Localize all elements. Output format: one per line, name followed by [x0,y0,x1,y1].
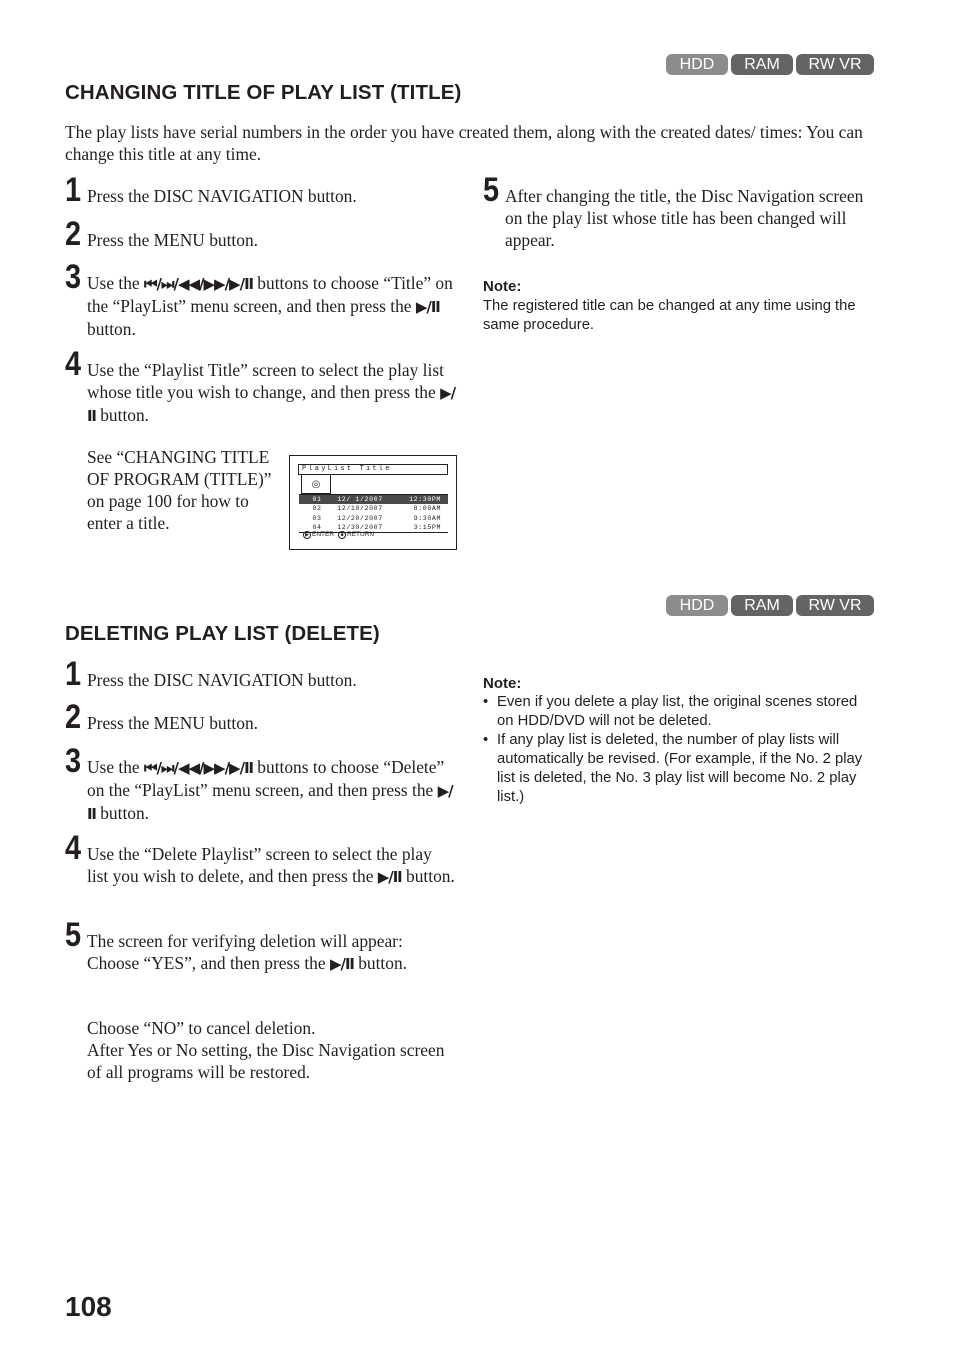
play-pause-icon: ▶/Ⅱ [87,782,453,823]
note-list [483,693,875,807]
screen-footer [303,531,374,539]
play-pause-icon: ▶/Ⅱ [415,298,440,316]
step-number: 2 [65,698,82,736]
step-text: Press the DISC NAVIGATION button. [87,186,357,206]
step-number: 2 [65,215,82,253]
badge-rw-vr: RW VR [796,54,874,75]
step-text-part: button. [401,866,455,886]
badge-ram: RAM [731,595,793,616]
play-pause-icon: ▶/Ⅱ [377,868,402,886]
step-1 [65,171,457,209]
stop-icon: ■ [338,531,346,539]
playlist-title-screen [289,455,457,550]
enter-hint [303,531,334,539]
transport-buttons-icon: ⏮/⏭/◀◀/▶▶/▶/Ⅱ [144,275,253,293]
playlist-row [299,504,448,513]
playlist-rows [299,494,448,533]
step-1 [65,655,457,693]
transport-buttons-icon: ⏮/⏭/◀◀/▶▶/▶/Ⅱ [144,759,253,777]
row-number: 02 [312,505,322,513]
step-number: 3 [65,742,82,780]
note-item: • If any play list is deleted, the number of play lists will automatically be revised. (For example, if the No. 2 play list is deleted, the No. 3 play list will become No. 2 play list.) [483,731,875,807]
row-date: 12/10/2007 [337,505,383,513]
playlist-row [299,495,448,504]
play-pause-icon: ▶/Ⅱ [329,955,354,973]
step-number: 4 [65,345,82,383]
screen-title: PlayList Title [298,464,448,475]
row-time: 3:15PM [413,523,441,531]
step-text: Press the DISC NAVIGATION button. [87,670,357,690]
row-number: 03 [312,514,322,522]
step-5 [483,171,878,251]
step-number: 1 [65,171,82,209]
step-3 [65,258,457,340]
restore-note: After Yes or No setting, the Disc Navigation screen of all programs will be restored. [87,1040,445,1082]
step-text-part: button. [95,803,150,823]
step-text [87,756,457,825]
step-text-part: button. [353,953,407,973]
badge-rw-vr: RW VR [796,595,874,616]
step-4 [65,345,457,427]
step-5 [65,916,457,975]
step-text-part: Use the [87,273,144,293]
note-label: Note: [483,675,522,692]
badge-ram: RAM [731,54,793,75]
see-reference: See “CHANGING TITLE OF PROGRAM (TITLE)” on page 100 for how to enter a title. [87,447,272,533]
page-number: 108 [65,1291,112,1322]
step-text-part: Use the “Delete Playlist” screen to select the play list you wish to delete, and then press the [87,844,432,886]
row-time: 8:00AM [413,505,441,513]
section-heading-title: CHANGING TITLE OF PLAY LIST (TITLE) [65,81,462,104]
step-text-part: Use the [87,757,144,777]
row-time: 12:30PM [409,496,441,503]
step-number: 5 [65,916,82,954]
step-text-part: button. [87,319,136,339]
step-text [87,359,457,427]
disc-type-badges [666,595,874,616]
step-3 [65,742,457,825]
step-text-part: buttons to choose “Title” on the “PlayList” menu screen, and then press the [87,273,453,316]
step-2 [65,698,457,736]
intro-paragraph: The play lists have serial numbers in the order you have created them, along with the created dates/ times: You can change this title at any time. [65,122,863,164]
step-text-part: Use the “Playlist Title” screen to select the play list whose title you wish to change, and then press the [87,360,444,402]
step-number: 5 [483,171,500,209]
row-date: 12/30/2007 [337,523,383,531]
step-text-part: The screen for verifying deletion will appear: Choose “YES”, and then press the [87,931,403,973]
row-date: 12/20/2007 [337,514,383,522]
note-label: Note: [483,278,522,295]
section-heading-delete: DELETING PLAY LIST (DELETE) [65,622,380,645]
cancel-note: Choose “NO” to cancel deletion. [87,1018,316,1038]
playlist-row [299,514,448,523]
step-text-part: button. [95,405,150,425]
step-number: 4 [65,829,82,867]
note-text: The registered title can be changed at any time using the same procedure. [483,298,856,333]
step-text: Press the MENU button. [87,230,259,250]
step-4 [65,829,457,888]
row-number: 01 [312,496,322,503]
enter-label: ENTER [312,531,335,538]
row-time: 9:30AM [413,514,441,522]
step-text [87,843,457,888]
step-number: 3 [65,258,82,296]
badge-hdd: HDD [666,595,728,616]
return-hint [338,531,374,539]
row-number: 04 [312,523,322,531]
step-text [87,272,457,340]
disc-icon: ◎ [301,475,331,494]
return-label: RETURN [347,531,375,538]
step-text [87,930,457,975]
step-text: Press the MENU button. [87,713,259,733]
step-number: 1 [65,655,82,693]
disc-type-badges [666,54,874,75]
step-text-part: buttons to choose “Delete” on the “PlayList” menu screen, and then press the [87,757,445,800]
step-2 [65,215,457,253]
play-pause-icon: ▶/Ⅱ [87,384,456,425]
note-item: • Even if you delete a play list, the original scenes stored on HDD/DVD will not be deleted. [483,693,875,731]
step-text: After changing the title, the Disc Navigation screen on the play list whose title has been changed will appear. [505,186,864,250]
play-icon: ▶ [303,531,311,539]
badge-hdd: HDD [666,54,728,75]
row-date: 12/ 1/2007 [337,496,383,503]
